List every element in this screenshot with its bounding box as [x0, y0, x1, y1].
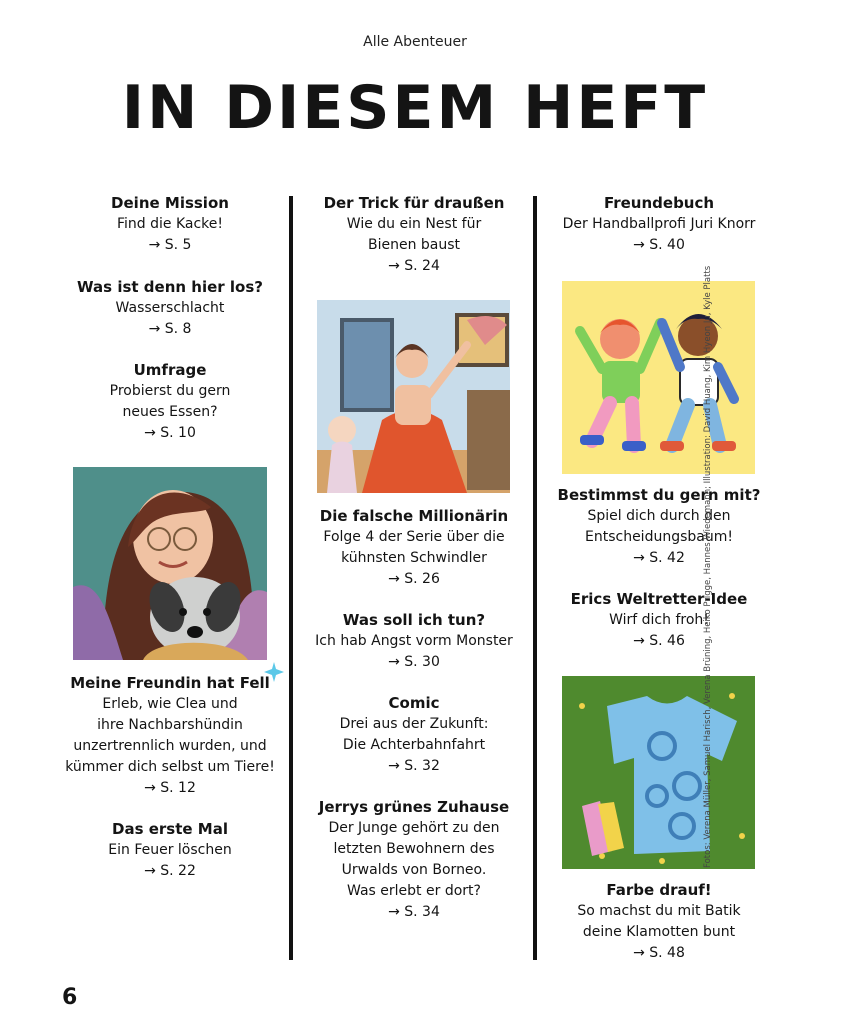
- illustration-fake-millionaire: [317, 300, 510, 493]
- entry-description: Ein Feuer löschen: [108, 842, 232, 858]
- entry-title: Bestimmst du gern mit?: [557, 486, 761, 504]
- toc-entry[interactable]: [50, 673, 290, 799]
- toc-entry[interactable]: [60, 193, 280, 256]
- entry-title: Die falsche Millionärin: [319, 507, 509, 525]
- entry-description: Probierst du gern neues Essen?: [109, 383, 231, 420]
- entry-title: Farbe drauf!: [606, 881, 712, 899]
- entry-description: Wie du ein Nest für Bienen baust: [346, 216, 482, 253]
- entry-title: Meine Freundin hat Fell: [70, 674, 270, 692]
- illustration-two-friends: [562, 281, 755, 474]
- entry-description: Der Junge gehört zu den letzten Bewohnern des Urwalds von Borneo. Was erlebt er dort?: [328, 820, 500, 899]
- entry-description: Der Handballprofi Juri Knorr: [562, 216, 756, 232]
- toc-entry[interactable]: [300, 193, 528, 277]
- entry-page: → S. 32: [388, 758, 440, 774]
- photo-girl-with-dog: [73, 467, 267, 660]
- toc-entry[interactable]: [60, 819, 280, 882]
- section-kicker: Alle Abenteuer: [363, 34, 467, 50]
- entry-page: → S. 30: [388, 654, 440, 670]
- entry-title: Freundebuch: [603, 194, 715, 212]
- entry-title: Deine Mission: [111, 194, 229, 212]
- entry-title: Was ist denn hier los?: [77, 278, 263, 296]
- entry-title: Umfrage: [133, 361, 207, 379]
- entry-page: → S. 34: [388, 904, 440, 920]
- entry-page: → S. 22: [144, 863, 196, 879]
- entry-title: Der Trick für draußen: [323, 194, 505, 212]
- entry-description: Spiel dich durch den Entscheidungsbaum!: [585, 508, 733, 545]
- entry-description: Wirf dich froh!: [609, 612, 709, 628]
- entry-description: Erleb, wie Clea und ihre Nachbarshündin unzertrennlich wurden, und kümmer dich selbst um Tiere!: [65, 696, 275, 775]
- column-rule-left: [289, 196, 293, 960]
- toc-entry[interactable]: [545, 880, 773, 964]
- entry-title: Erics Weltretter-Idee: [570, 590, 748, 608]
- entry-page: → S. 42: [633, 550, 685, 566]
- toc-entry[interactable]: [60, 277, 280, 340]
- toc-entry[interactable]: [545, 589, 773, 652]
- entry-page: → S. 40: [633, 237, 685, 253]
- photo-credits: Fotos: Verena Müller, Samuel Harisch, Verena Brüning, Heiko Prigge, Hannes Wiedemann; Illustration: David Huang, Kim Hyeon Ju, Kyle Platts: [703, 265, 713, 868]
- entry-page: → S. 46: [633, 633, 685, 649]
- entry-page: → S. 8: [148, 321, 192, 337]
- entry-page: → S. 10: [144, 425, 196, 441]
- toc-entry[interactable]: [545, 485, 773, 569]
- toc-entry[interactable]: [300, 506, 528, 590]
- toc-entry[interactable]: [300, 610, 528, 673]
- toc-entry[interactable]: [300, 693, 528, 777]
- entry-page: → S. 26: [388, 571, 440, 587]
- entry-description: Wasserschlacht: [115, 300, 225, 316]
- entry-title: Jerrys grünes Zuhause: [318, 798, 510, 816]
- entry-description: So machst du mit Batik deine Klamotten bunt: [577, 903, 741, 940]
- page-headline: IN DIESEM HEFT: [121, 73, 709, 143]
- entry-page: → S. 12: [144, 780, 196, 796]
- photo-batik-shirt: [562, 676, 755, 869]
- entry-description: Drei aus der Zukunft: Die Achterbahnfahrt: [339, 716, 489, 753]
- toc-entry[interactable]: [60, 360, 280, 444]
- entry-description: Folge 4 der Serie über die kühnsten Schwindler: [323, 529, 505, 566]
- entry-description: Ich hab Angst vorm Monster: [315, 633, 513, 649]
- entry-description: Find die Kacke!: [116, 216, 224, 232]
- entry-title: Das erste Mal: [112, 820, 228, 838]
- toc-entry[interactable]: [300, 797, 528, 923]
- entry-title: Was soll ich tun?: [342, 611, 486, 629]
- entry-page: → S. 5: [148, 237, 192, 253]
- entry-page: → S. 24: [388, 258, 440, 274]
- entry-title: Comic: [388, 694, 440, 712]
- entry-page: → S. 48: [633, 945, 685, 961]
- column-rule-right: [533, 196, 537, 960]
- page-number: 6: [62, 985, 78, 1010]
- toc-entry[interactable]: [545, 193, 773, 256]
